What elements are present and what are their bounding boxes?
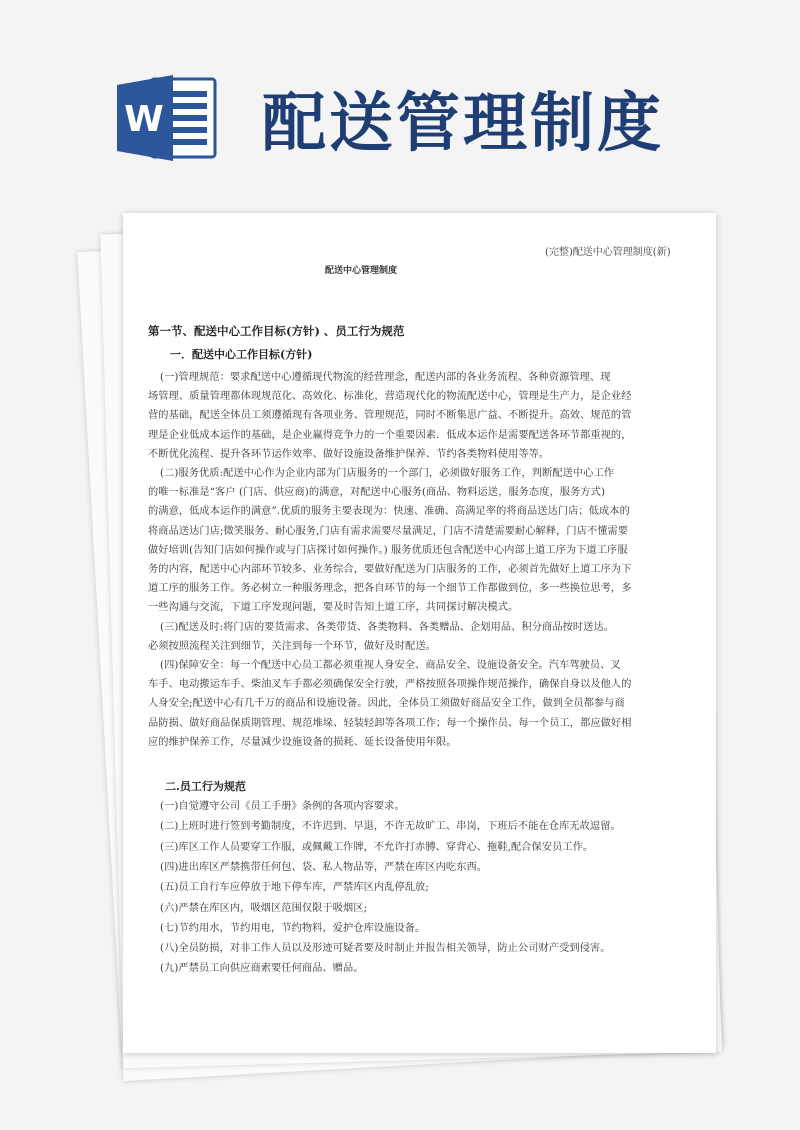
paragraph-line: 不断优化流程、提升各环节运作效率、做好设施设备维护保养、节约各类物料使用等等。 xyxy=(148,448,550,460)
rule-item: (五)员工自行车应停放于地下停车库，严禁库区内乱停乱放; xyxy=(160,882,429,894)
rule-item: (一)自觉遵守公司《员工手册》条例的各项内容要求。 xyxy=(160,801,405,812)
paragraph-line: 做好培训(告知门店如何操作或与门店探讨如何操作。) 服务优质还包含配送中心内部上道工序为下道工序服 xyxy=(148,544,628,556)
subsection-title-conduct: 二.员工行为规范 xyxy=(165,780,246,793)
document-header: (完整)配送中心管理制度(新) xyxy=(545,247,671,258)
paragraph-line: (三)配送及时:将门店的要货需求、各类带货、各类物料、各类赠品、企划用品、积分商品按时送达。 xyxy=(160,621,615,633)
document-title: 配送中心管理制度 xyxy=(325,266,398,276)
paragraph-line: 营的基础，配送全体员工须遵循现有各项业务、管理规范，同时不断集思广益、不断提升。高效、规范的管 xyxy=(148,410,632,422)
word-logo-letter: W xyxy=(124,99,164,140)
banner-title: 配送管理制度 xyxy=(262,87,664,161)
paragraph-line: 的唯一标准是“客户 (门店、供应商)的满意，对配送中心服务(商品、物料运送，服务态度，服务方式) xyxy=(148,487,606,499)
paragraph-line: 一些沟通与交流，下道工序发现问题，要及时告知上道工序，共同探讨解决模式。 xyxy=(148,602,519,614)
paragraph-line: 的满意，低成本运作的满意”.优质的服务主要表现为：快速、准确、高满足率的将商品送达门店；低成本的 xyxy=(148,506,630,518)
paragraph-line: 场管理、质量管理都体现规范化、高效化、标准化，营造现代化的物流配送中心，管理是生产力，是企业经 xyxy=(148,391,632,403)
paragraph-line: 务的内容，配送中心内部环节较多、业务综合，要做好配送为门店服务的工作，必须首先做好上道工序为下 xyxy=(148,564,632,575)
paragraph-line: (四)保障安全：每一个配送中心员工都必须重视人身安全、商品安全、设施设备安全。汽车驾驶员、叉 xyxy=(160,660,621,671)
paragraph-line: 必须按照流程关注到细节，关注到每一个环节，做好及时配送。 xyxy=(148,640,437,652)
rule-item: (二)上班时进行签到考勤制度，不许迟到、早退，不许无故旷工、串岗，下班后不能在仓库无故逗留。 xyxy=(160,821,621,833)
rule-item: (九)严禁员工向供应商索要任何商品、赠品。 xyxy=(160,963,364,975)
paragraph-line: 道工序的服务工作。务必树立一种服务理念，把各自环节的每一个细节工作都做到位，多一些换位思考，多 xyxy=(148,583,632,595)
paragraph-line: 车手、电动搬运车手、柴油叉车手都必须确保安全行驶，严格按照各项操作规范操作，确保自身以及他人的 xyxy=(148,679,632,691)
paragraph-line: (二)服务优质:配送中心作为企业内部为门店服务的一个部门，必须做好服务工作，判断配送中心工作 xyxy=(160,468,615,479)
word-icon xyxy=(117,73,217,163)
rule-item: (七)节约用水，节约用电，节约物料，爱护仓库设施设备。 xyxy=(160,922,426,934)
rule-item: (六)严禁在库区内，吸烟区范围仅限于吸烟区; xyxy=(160,902,368,914)
paragraph-line: (一)管理规范：要求配送中心遵循现代物流的经营理念，配送内部的各业务流程、各种资源管理、现 xyxy=(160,372,611,383)
subsection-title-goals: 一．配送中心工作目标(方针) xyxy=(170,348,313,361)
paragraph-line: 人身安全;配送中心有几千万的商品和设施设备。因此，全体员工须做好商品安全工作，做到全员都参与商 xyxy=(148,698,625,710)
paragraph-line: 理是企业低成本运作的基础，是企业赢得竞争力的一个重要因素．低成本运作是需要配送各环节都重视的， xyxy=(148,429,632,441)
paragraph-line: 品防损、做好商品保质期管理、规范堆垛、轻装轻卸等各项工作；每一个操作员、每一个员工，都应做好相 xyxy=(148,717,632,729)
rule-item: (四)进出库区严禁携带任何包、袋、私人物品等，严禁在库区内吃东西。 xyxy=(160,861,488,873)
paragraph-line: 将商品送达门店;微笑服务、耐心服务,门店有需求需要尽量满足，门店不清楚需要耐心解释，门店不懂需要 xyxy=(148,525,629,537)
paragraph-line: 应的维护保养工作，尽量减少设施设备的损耗、延长设备使用年限。 xyxy=(148,736,457,748)
section-title: 第一节、配送中心工作目标(方针) 、员工行为规范 xyxy=(148,324,405,338)
rule-item: (八)全员防损，对非工作人员以及形迹可疑者要及时制止并报告相关领导，防止公司财产受到侵害。 xyxy=(160,943,611,955)
banner xyxy=(0,0,800,205)
rule-item: (三)库区工作人员要穿工作服，或佩戴工作牌，不允许打赤膊、穿背心、拖鞋,配合保安员工作。 xyxy=(160,841,594,853)
